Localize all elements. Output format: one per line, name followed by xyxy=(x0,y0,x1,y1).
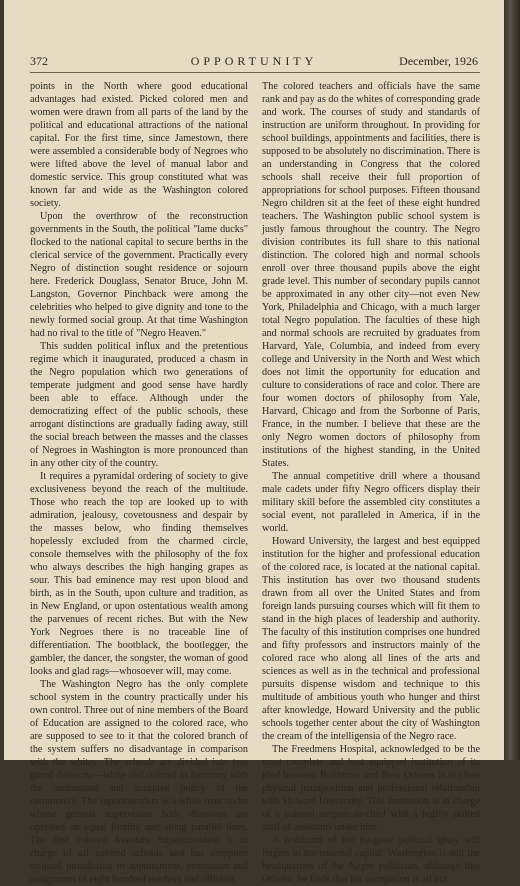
book-spine xyxy=(504,0,520,760)
page-number: 372 xyxy=(30,54,48,68)
paragraph: The Freedmens Hospital, acknowledged to be the most complete and best equipped institution of its kind between Baltimore and New Orleans is in close physical juxtaposition and professional relationship with Howard University. This institution is in charge of a colored surgeon-in-chief with a highly skilled staff of assistants under him. xyxy=(262,744,480,833)
header-rule xyxy=(30,72,480,73)
paragraph: points in the North where good educational advantages had existed. Picked colored men and women were drawn from all parts of the land by the political and educational attractions of the national capital. For the first time, since Jamestown, there were assembled a considerable body of Negroes who were lifted above the level of manual labor and domestic service. This group constituted what was known far and wide as the Washington colored society. xyxy=(30,81,248,209)
right-column xyxy=(262,80,480,886)
paragraph: Howard University, the largest and best equipped institution for the higher and professional education of the colored race, is located at the national capital. This institution has over two thousand students drawn from all over the United States and from foreign lands pursuing courses which will fit them to stand in the high places of leadership and authority. The faculty of this institution comprises one hundred and fifty professors and instructors mainly of the colored race who along all lines of the arts and sciences as well as in the technical and professional pursuits dispense wisdom and technique to this multitude of ambitious youth who hunger and thirst after knowledge, Howard University and the public schools together center about the city of Washington the cream of the intelligensia of the Negro race. xyxy=(262,536,480,742)
paragraph: The annual competitive drill where a thousand male cadets under fifty Negro officers display their military skill before the assembled city constitutes a social event, not paralleled in America, if in the world. xyxy=(262,471,480,534)
left-column xyxy=(30,80,248,886)
issue-date: December, 1926 xyxy=(399,54,478,68)
magazine-title: OPPORTUNITY xyxy=(190,54,318,68)
paragraph: Upon the overthrow of the reconstruction governments in the South, the political "lame ducks" flocked to the national capital to secure berths in the clerical service of the government. Practically every Negro of distinction sought residence or sojourn here. Frederick Douglass, Senator Bruce, John M. Langston, Governor Pinchback were among the celebrities who helped to give dignity and tone to the newly formed social group. At that time Washington had no rival to the title of "Negro Heaven." xyxy=(30,211,248,339)
running-head xyxy=(30,52,478,72)
paragraph: The colored teachers and officials have the same rank and pay as do the whites of corresponding grade and work. The courses of study and standards of instruction are uniform throughout. In providing for school buildings, appointments and facilities, there is supposed to be absolutely no discrimination. There is an understanding in Congress that the colored schools shall receive their full proportion of appropriations for school purposes. Fifteen thousand Negro children sit at the feet of these eight hundred teachers. The Washington public school system is justly famous throughout the country. The Negro division contributes its full share to this national distinction. The colored high and normal schools enroll over three thousand pupils above the eight grade level. This number of secondary pupils cannot be approximated in any other city—not even New York, Philadelphia and Chicago, with a much larger total Negro population. The faculties of these high and normal schools are recruited by graduates from Harvard, Yale, Columbia, and indeed from every college and University in the North and West which does not limit the opportunity for education and culture to considerations of race and color. There are four women doctors of philosophy from Yale, Harvard, Chicago and from the Sorbonne of Paris, France, in the number. I believe that these are the only Negro women doctors of philosophy from institutions of the highest standing, in the United States. xyxy=(262,81,480,469)
paragraph: It requires a pyramidal ordering of society to give exclusiveness beyond the reach of the multitude. Those who reach the top are looked up to with admiration, jealousy, covetousness and despair by the masses below, who finding themselves hopelessly excluded from the charmed circle, console themselves with the philosophy of the fox who always describes the high hanging grapes as sour. This bad eminence may rest upon blood and birth, as in the South, upon culture and tradition, as in New England, or upon ostentatious wealth among the parvenues of recent riches. But with the New York Negroes there is no traceable line of differentiation. The bootblack, the bootlegger, the gambler, the dancer, the songster, the woman of good looks and glad rags—whosoever will, may come. xyxy=(30,471,248,677)
paragraph: This sudden political influx and the pretentious regime which it inaugurated, produced a chasm in the Negro population which two generations of temperate judgment and good sense have hardly been able to efface. Although under the democratizing effect of the public schools, these arrogant distinctions are gradually fading away, still the social breach between the masses and the classes of Negroes in Washington is more pronounced than in any other city of the country. xyxy=(30,341,248,469)
magazine-page xyxy=(4,0,504,885)
paragraph: The Washington Negro has the only complete school system in the country practically under his own control. Three out of nine members of the Board of Education are assigned to the colored race, who are supposed to see to it that the colored branch of the system suffers no disadvantage in comparison with the whites. The schools are divided into two grand divisions—white and colored in harmony with the understood and accepted policy of the community. The superintendent is a white man under whose general supervision both divisions are operated on equal footing and along parallel lines. The first colored Assistant Superintendent is in charge of all colored schools and has complete original jurisdiction in appointment, promotion and assignment of eight hundred teachers and officials. xyxy=(30,679,248,885)
paragraph: A residuum of the by-gone political glory still lingers in the national capital. Washington is still the headquarters of the Negro politician, although like Othello, he finds that his occupation is all but xyxy=(262,835,480,885)
